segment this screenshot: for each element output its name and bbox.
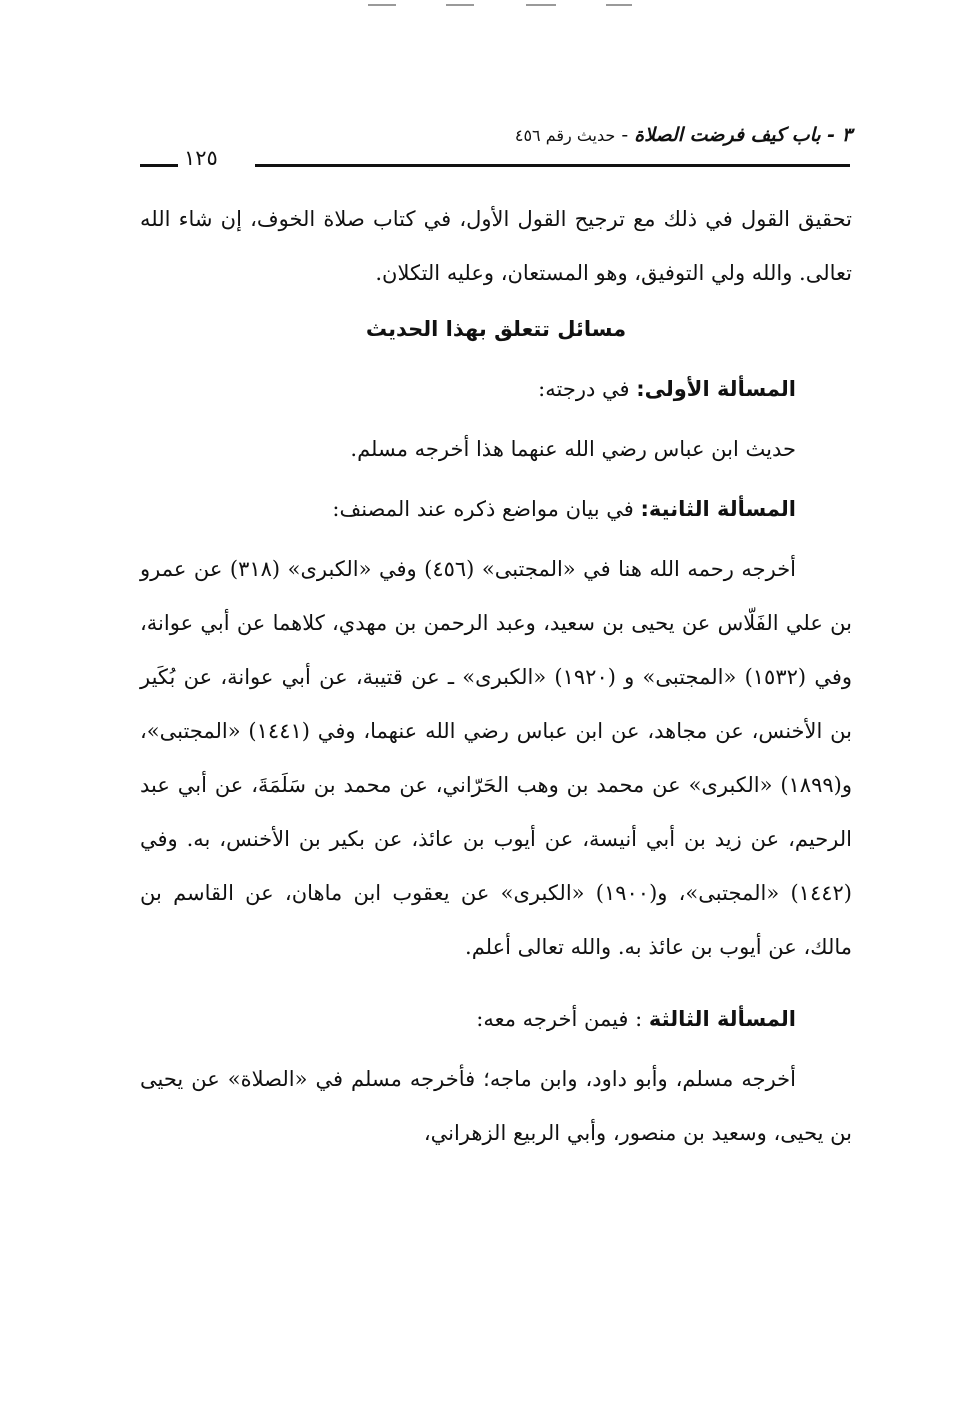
title-separator: - (615, 124, 635, 146)
issue-1-text: حديث ابن عباس رضي الله عنهما هذا أخرجه مسلم. (350, 437, 796, 461)
issue-1-heading (140, 362, 852, 416)
page-number-dash (140, 164, 178, 167)
issue-3-title: : فيمن أخرجه معه: (476, 1007, 649, 1031)
header-rule (255, 164, 850, 167)
page-header (140, 118, 852, 178)
hadith-reference: حديث رقم ٤٥٦ (514, 126, 616, 145)
chapter-title: ٣ - باب كيف فرضت الصلاة (634, 124, 852, 146)
issue-3-label: المسألة الثالثة (648, 1007, 796, 1031)
issue-2-heading (140, 482, 852, 536)
top-scan-marks (360, 4, 640, 8)
issue-3-heading (140, 992, 852, 1046)
issue-2-title: في بيان مواضع ذكره عند المصنف: (332, 497, 641, 521)
page-number: ١٢٥ (184, 146, 218, 170)
issue-2-text: أخرجه رحمه الله هنا في «المجتبى» (٤٥٦) وفي «الكبرى» (٣١٨) عن عمرو بن علي الفَلّاس عن يحيى بن سعيد، وعبد الرحمن بن مهدي، كلاهما عن أبي عوانة، وفي (١٥٣٢) «المجتبى» و (١٩٢٠) «الكبرى» ـ عن قتيبة، عن أبي عوانة، عن بُكَير بن الأخنس، عن مجاهد، عن ابن عباس رضي الله عنهما، وفي (١٤٤١) «المجتبى»، و(١٨٩٩) «الكبرى» عن محمد بن وهب الحَرّاني، عن محمد بن سَلَمَةَ، عن أبي عبد الرحيم، عن زيد بن أبي أنيسة، عن أيوب بن عائذ، عن بكير بن الأخنس، به. وفي (١٤٤٢) «المجتبى»، و(١٩٠٠) «الكبرى» عن يعقوب ابن ماهان، عن القاسم بن مالك، عن أيوب بن عائذ به. والله تعالى أعلم. (140, 557, 853, 959)
section-heading: مسائل تتعلق بهذا الحديث (365, 317, 627, 341)
issue-1-title: في درجته: (538, 377, 637, 401)
issue-2-label: المسألة الثانية: (640, 497, 796, 521)
issue-3-text: أخرجه مسلم، وأبو داود، وابن ماجه؛ فأخرجه مسلم في «الصلاة» عن يحيى بن يحيى، وسعيد بن منصور، وأبي الربيع الزهراني، (140, 1067, 852, 1145)
issue-1-label: المسألة الأولى: (636, 377, 796, 401)
running-title (515, 124, 852, 146)
page-body (140, 192, 852, 1160)
intro-paragraph: تحقيق القول في ذلك مع ترجيح القول الأول، في كتاب صلاة الخوف، إن شاء الله تعالى. والله ولي التوفيق، وهو المستعان، وعليه التكلان. (140, 207, 852, 285)
